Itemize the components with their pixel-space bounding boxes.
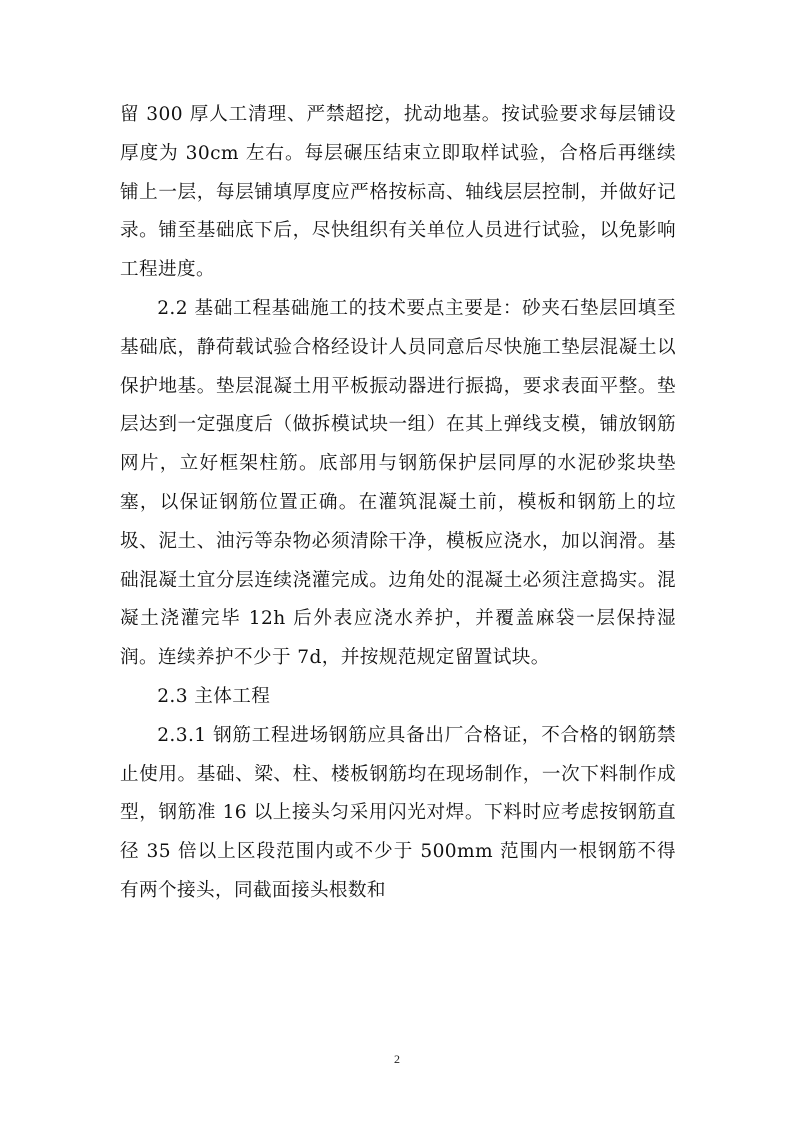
heading-section-2-3: 2.3 主体工程 [157, 685, 271, 707]
paragraph-foundation-backfill: 留 300 厚人工清理、严禁超挖，扰动地基。按试验要求每层铺设厚度为 30cm 左右。每层碾压结束立即取样试验，合格后再继续铺上一层，每层铺填厚度应严格按标高、轴线层层控制，并做好记录。铺至基础底下后，尽快组织有关单位人员进行试验，以免影响工程进度。 [120, 104, 676, 281]
paragraph-section-2-3-1: 2.3.1 钢筋工程进场钢筋应具备出厂合格证，不合格的钢筋禁止使用。基础、梁、柱、楼板钢筋均在现场制作，一次下料制作成型，钢筋准 16 以上接头匀采用闪光对焊。下料时应考虑按钢筋直径 35 倍以上区段范围内或不少于 500mm 范围内一根钢筋不得有两个接头，同截面接头根数和 [120, 724, 676, 901]
page-number: 2 [394, 1052, 400, 1066]
paragraph-section-2-2: 2.2 基础工程基础施工的技术要点主要是：砂夹石垫层回填至基础底，静荷载试验合格经设计人员同意后尽快施工垫层混凝土以保护地基。垫层混凝土用平板振动器进行振捣，要求表面平整。垫层达到一定强度后（做拆模试块一组）在其上弹线支模，铺放钢筋网片，立好框架柱筋。底部用与钢筋保护层同厚的水泥砂浆块垫塞，以保证钢筋位置正确。在灌筑混凝土前，模板和钢筋上的垃圾、泥土、油污等杂物必须清除干净，模板应浇水，加以润滑。基础混凝土宜分层连续浇灌完成。边角处的混凝土必须注意捣实。混凝土浇灌完毕 12h 后外表应浇水养护，并覆盖麻袋一层保持湿润。连续养护不少于 7d，并按规范规定留置试块。 [120, 297, 676, 669]
document-body [120, 96, 676, 911]
